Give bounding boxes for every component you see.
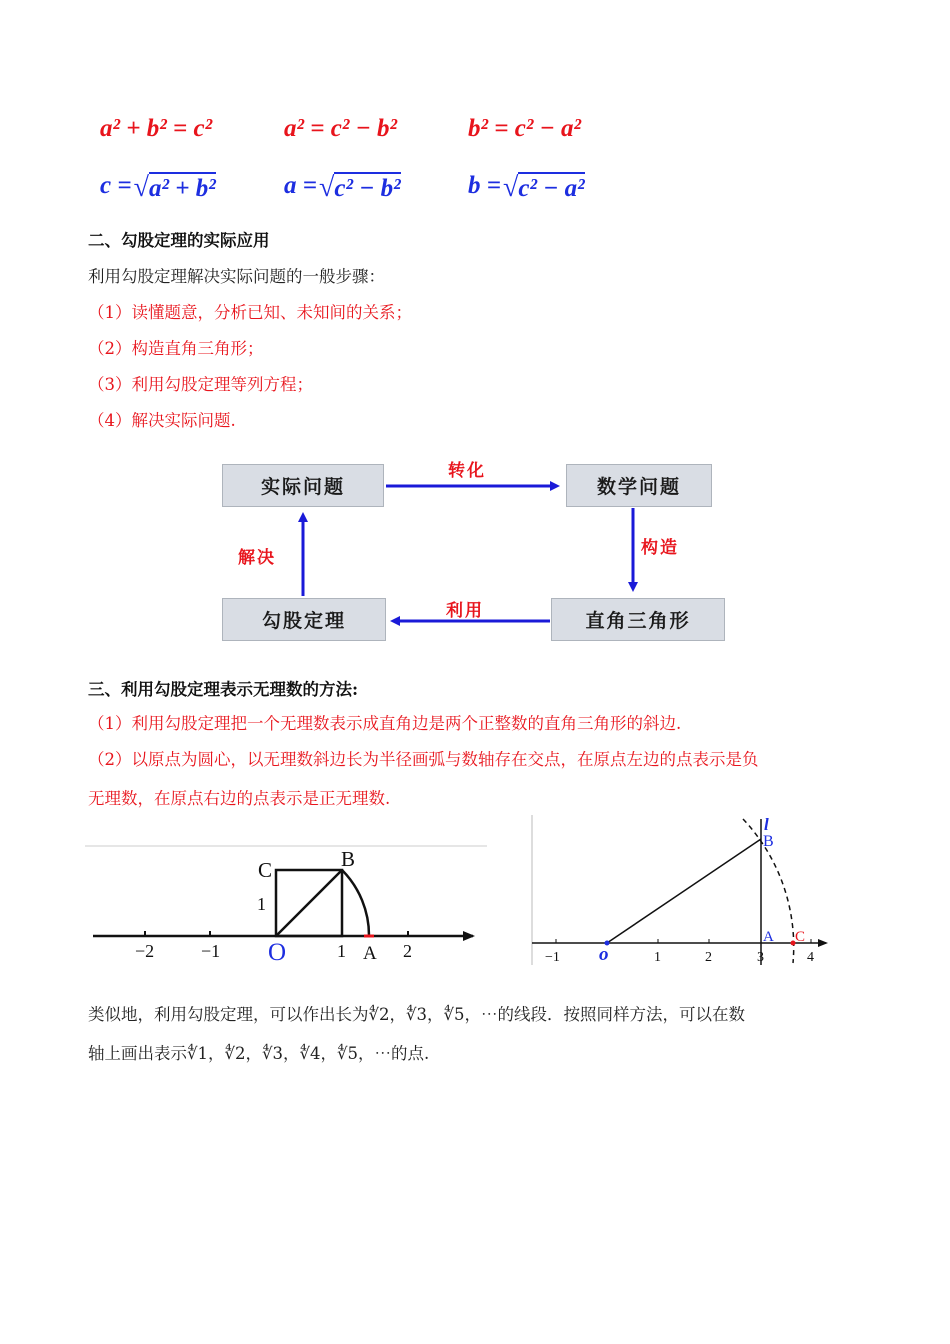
tick-label: −1: [201, 941, 221, 961]
point-c-label: C: [258, 858, 273, 882]
tick-label: 3: [757, 950, 764, 965]
flow-box-pythagorean-theorem: 勾股定理: [222, 598, 386, 641]
radical-sign: √: [133, 172, 149, 203]
formula-a-squared: a² = c² − b²: [284, 115, 397, 142]
point-b-label: B: [763, 833, 774, 850]
origin-label: o: [599, 944, 609, 965]
flow-box-practical-problem: 实际问题: [222, 464, 384, 507]
figure-right-number-line: [530, 815, 830, 970]
flow-box-math-problem: 数学问题: [566, 464, 712, 507]
formula-b-squared: b² = c² − a²: [468, 115, 581, 142]
formula-lhs: a =: [284, 172, 317, 199]
hypotenuse-ob: [607, 839, 761, 943]
section3-point-2-line-2: 无理数，在原点右边的点表示是正无理数.: [88, 789, 391, 808]
step-2: （2）构造直角三角形；: [88, 339, 264, 358]
step-4: （4）解决实际问题.: [88, 411, 236, 430]
step-3: （3）利用勾股定理等列方程；: [88, 375, 313, 394]
section3-heading: 三、利用勾股定理表示无理数的方法:: [88, 680, 359, 699]
line-l-label: l: [764, 815, 769, 834]
flow-box-right-triangle: 直角三角形: [551, 598, 725, 641]
tick-label: −1: [545, 950, 560, 965]
section3-point-1: （1）利用勾股定理把一个无理数表示成直角边是两个正整数的直角三角形的斜边.: [88, 714, 682, 733]
label-solve: 解决: [238, 548, 276, 568]
diagonal-ob: [276, 870, 342, 936]
label-transform: 转化: [448, 461, 486, 481]
point-a-label: A: [363, 943, 377, 964]
origin-label: O: [268, 939, 287, 966]
arc-b-to-a: [342, 870, 369, 936]
label-use: 利用: [446, 601, 484, 621]
formula-radicand: c² − b²: [334, 172, 400, 203]
section3-point-2-line-1: （2）以原点为圆心，以无理数斜边长为半径画弧与数轴存在交点，在原点左边的点表示是负: [88, 750, 759, 769]
side-length-label: 1: [257, 894, 266, 914]
formula-lhs: c =: [100, 172, 132, 199]
closing-line-1: 类似地，利用勾股定理，可以作出长为∜2，∜3，∜5，⋯的线段．按照同样方法，可以在数: [88, 1005, 746, 1024]
formula-lhs: b =: [468, 172, 501, 199]
formula-radicand: a² + b²: [149, 172, 216, 203]
tick-label: 4: [807, 950, 814, 965]
label-construct: 构造: [641, 538, 679, 558]
section2-intro: 利用勾股定理解决实际问题的一般步骤：: [88, 267, 385, 286]
radical-sign: √: [319, 172, 335, 203]
point-a-label: A: [763, 929, 774, 945]
step-1: （1）读懂题意，分析已知、未知间的关系；: [88, 303, 412, 322]
closing-line-2: 轴上画出表示∜1，∜2，∜3，∜4，∜5，⋯的点.: [88, 1044, 430, 1063]
tick-label: −2: [135, 941, 155, 961]
formula-radicand: c² − a²: [518, 172, 584, 203]
section2-heading: 二、勾股定理的实际应用: [88, 231, 270, 250]
tick-label: 2: [705, 950, 712, 965]
figure-left-number-line: [85, 840, 487, 970]
tick-label: 1: [654, 950, 661, 965]
point-c-label: C: [795, 929, 806, 945]
formula-pythagorean: a² + b² = c²: [100, 115, 213, 142]
point-b-label: B: [341, 847, 356, 871]
tick-label: 1: [337, 941, 346, 961]
radical-sign: √: [503, 172, 519, 203]
tick-label: 2: [403, 941, 412, 961]
